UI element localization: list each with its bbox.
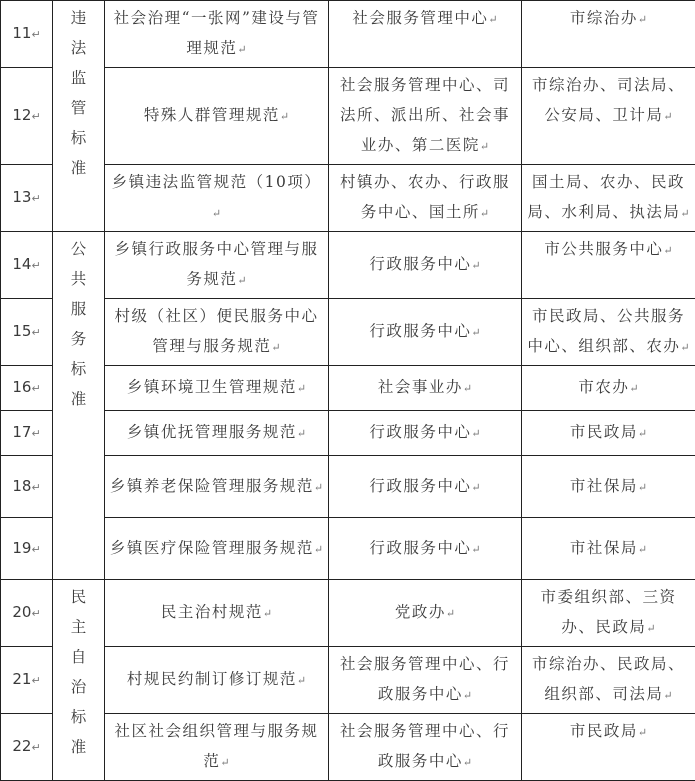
lead-department: 市社保局↵ <box>522 456 695 518</box>
responsible-unit: 行政服务中心↵ <box>329 232 522 299</box>
responsible-unit: 行政服务中心↵ <box>329 411 522 456</box>
table-row <box>1 580 695 647</box>
standard-name: 特殊人群管理规范↵ <box>105 68 329 165</box>
table-row <box>1 165 695 232</box>
table-row <box>1 1 695 68</box>
table-row <box>1 366 695 411</box>
responsible-unit: 社会服务管理中心、司法所、派出所、社会事业办、第二医院↵ <box>329 68 522 165</box>
responsible-unit: 行政服务中心↵ <box>329 518 522 580</box>
lead-department: 市综治办、民政局、组织部、司法局↵ <box>522 647 695 714</box>
standard-name: 乡镇养老保险管理服务规范↵ <box>105 456 329 518</box>
lead-department: 市民政局、公共服务中心、组织部、农办↵ <box>522 299 695 366</box>
category-illegal-supervision: 违法监管标准 <box>53 1 105 232</box>
responsible-unit: 社会服务管理中心、行政服务中心↵ <box>329 647 522 714</box>
row-number: 14↵ <box>1 232 53 299</box>
standard-name: 乡镇医疗保险管理服务规范↵ <box>105 518 329 580</box>
standard-name: 乡镇环境卫生管理规范↵ <box>105 366 329 411</box>
lead-department: 国土局、农办、民政局、水利局、执法局↵ <box>522 165 695 232</box>
row-number: 11↵ <box>1 1 53 68</box>
row-number: 22↵ <box>1 714 53 781</box>
responsible-unit: 行政服务中心↵ <box>329 299 522 366</box>
lead-department: 市公共服务中心↵ <box>522 232 695 299</box>
standard-name: 村规民约制订修订规范↵ <box>105 647 329 714</box>
table-row <box>1 714 695 781</box>
row-number: 18↵ <box>1 456 53 518</box>
table-row <box>1 647 695 714</box>
lead-department: 市农办↵ <box>522 366 695 411</box>
category-public-service: 公共服务标准 <box>53 232 105 580</box>
row-number: 21↵ <box>1 647 53 714</box>
standard-name: 村级（社区）便民服务中心管理与服务规范↵ <box>105 299 329 366</box>
standard-name: 乡镇违法监管规范（10项）↵ <box>105 165 329 232</box>
table-row <box>1 232 695 299</box>
responsible-unit: 社会事业办↵ <box>329 366 522 411</box>
category-democratic-autonomy: 民主自治标准 <box>53 580 105 781</box>
lead-department: 市综治办↵ <box>522 1 695 68</box>
responsible-unit: 行政服务中心↵ <box>329 456 522 518</box>
responsible-unit: 村镇办、农办、行政服务中心、国土所↵ <box>329 165 522 232</box>
lead-department: 市委组织部、三资办、民政局↵ <box>522 580 695 647</box>
standard-name: 社会治理“一张网”建设与管理规范↵ <box>105 1 329 68</box>
lead-department: 市综治办、司法局、公安局、卫计局↵ <box>522 68 695 165</box>
row-number: 13↵ <box>1 165 53 232</box>
row-number: 12↵ <box>1 68 53 165</box>
standard-name: 乡镇行政服务中心管理与服务规范↵ <box>105 232 329 299</box>
table-row <box>1 411 695 456</box>
responsible-unit: 社会服务管理中心、行政服务中心↵ <box>329 714 522 781</box>
standard-name: 社区社会组织管理与服务规范↵ <box>105 714 329 781</box>
row-number: 19↵ <box>1 518 53 580</box>
lead-department: 市民政局↵ <box>522 411 695 456</box>
table-row <box>1 518 695 580</box>
table-row <box>1 299 695 366</box>
table-row <box>1 456 695 518</box>
row-number: 15↵ <box>1 299 53 366</box>
row-number: 17↵ <box>1 411 53 456</box>
responsible-unit: 社会服务管理中心↵ <box>329 1 522 68</box>
row-number: 16↵ <box>1 366 53 411</box>
row-number: 20↵ <box>1 580 53 647</box>
responsible-unit: 党政办↵ <box>329 580 522 647</box>
table-row <box>1 68 695 165</box>
lead-department: 市民政局↵ <box>522 714 695 781</box>
lead-department: 市社保局↵ <box>522 518 695 580</box>
standard-name: 民主治村规范↵ <box>105 580 329 647</box>
standard-name: 乡镇优抚管理服务规范↵ <box>105 411 329 456</box>
